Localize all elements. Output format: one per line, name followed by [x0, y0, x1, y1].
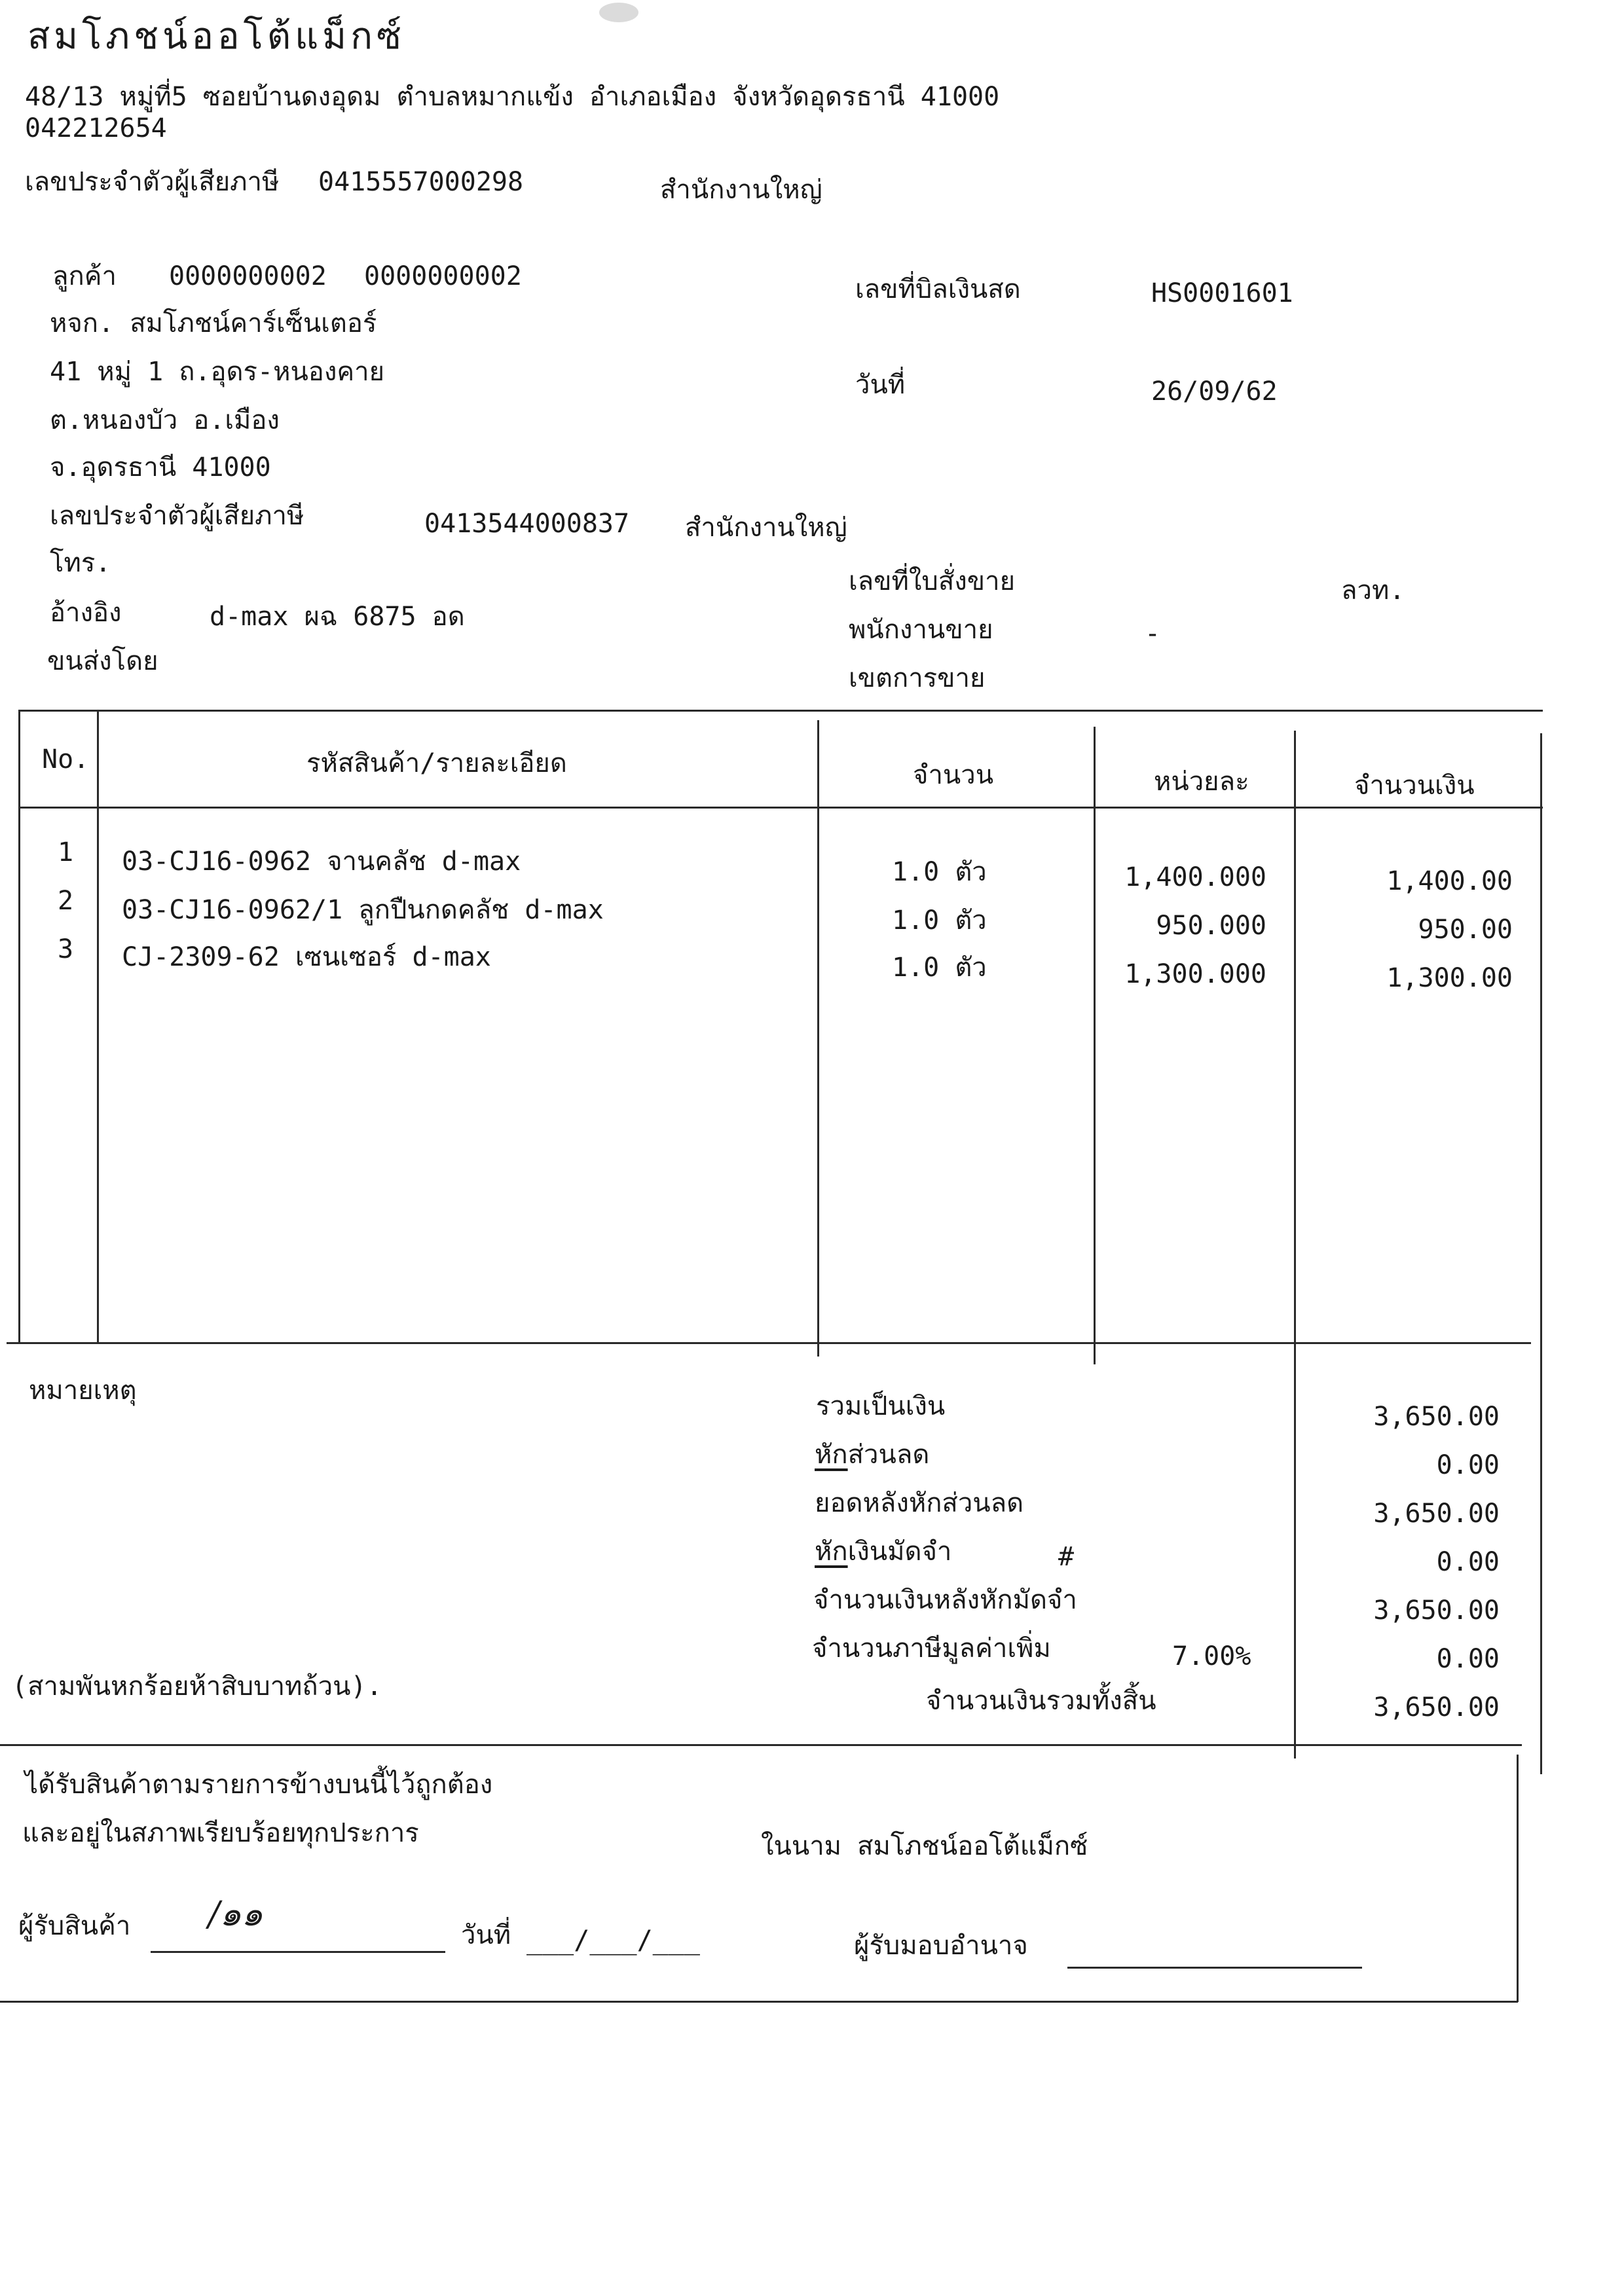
authorized-signature-line	[1067, 1941, 1362, 1969]
vat-rate: 7.00%	[1172, 1641, 1251, 1671]
company-name: สมโภชน์ออโต้แม็กซ์	[28, 15, 406, 58]
customer-label: ลูกค้า	[52, 261, 117, 291]
salesperson-value: -	[1145, 619, 1161, 649]
row-1-unit-price: 1,400.000	[1124, 862, 1266, 892]
row-3-no: 3	[58, 934, 74, 964]
customer-ref-label: อ้างอิง	[50, 598, 122, 628]
customer-address-1: 41 หมู่ 1 ถ.อุดร-หนองคาย	[50, 357, 385, 387]
customer-branch: สำนักงานใหญ่	[685, 513, 847, 543]
col-header-no: No.	[42, 744, 90, 774]
amount-in-words: (สามพันหกร้อยห้าสิบบาทถ้วน).	[12, 1671, 382, 1702]
discount-label	[815, 1442, 929, 1468]
vat-value: 0.00	[1436, 1644, 1500, 1674]
col-divider-qty	[1094, 727, 1096, 1364]
customer-name: หจก. สมโภชน์คาร์เซ็นเตอร์	[50, 308, 377, 338]
customer-address-2: ต.หนองบัว อ.เมือง	[50, 405, 280, 435]
col-divider-unit	[1294, 731, 1296, 1758]
company-branch: สำนักงานใหญ่	[660, 175, 822, 205]
row-3-quantity: 1.0 ตัว	[892, 953, 987, 983]
sales-area-label: เขตการขาย	[849, 663, 986, 693]
receive-date-blank: ___/___/___	[526, 1925, 700, 1956]
receiver-signature: /๑๑	[208, 1895, 263, 1934]
company-phone: 042212654	[25, 113, 167, 143]
col-header-quantity: จำนวน	[913, 760, 994, 790]
vat-label: จำนวนภาษีมูลค่าเพิ่ม	[812, 1633, 1051, 1664]
after-discount-label: ยอดหลังหักส่วนลด	[815, 1488, 1024, 1518]
customer-code-2: 0000000002	[364, 261, 522, 291]
col-divider-desc	[817, 720, 819, 1357]
table-top-border	[18, 710, 1543, 712]
col-divider-no	[97, 710, 99, 1342]
row-1-amount: 1,400.00	[1386, 866, 1513, 896]
after-deposit-label: จำนวนเงินหลังหักมัดจำ	[813, 1585, 1077, 1615]
table-body-bottom-border	[7, 1342, 1531, 1344]
row-2-amount: 950.00	[1418, 915, 1513, 945]
customer-tax-id: 0413544000837	[424, 509, 630, 539]
deposit-label-text: เงินมัดจำ	[847, 1537, 952, 1567]
receipt-confirm-line-2: และอยู่ในสภาพเรียบร้อยทุกประการ	[22, 1818, 419, 1848]
remarks-label: หมายเหตุ	[29, 1376, 137, 1406]
subtotal-label: รวมเป็นเงิน	[816, 1391, 946, 1421]
col-header-unit-price: หน่วยละ	[1154, 767, 1249, 797]
invoice-date-label: วันที่	[855, 370, 906, 400]
after-discount-value: 3,650.00	[1373, 1499, 1500, 1529]
customer-ref-value: d-max ผฉ 6875 อด	[210, 602, 465, 632]
discount-value: 0.00	[1436, 1450, 1500, 1480]
subtotal-value: 3,650.00	[1373, 1402, 1500, 1432]
receipt-confirm-line-1: ได้รับสินค้าตามรายการข้างบนนี้ไว้ถูกต้อง	[25, 1770, 493, 1800]
table-right-border	[1540, 733, 1542, 1774]
authorized-label: ผู้รับมอบอำนาจ	[854, 1931, 1028, 1961]
row-2-unit-price: 950.000	[1156, 911, 1266, 941]
deposit-label	[815, 1539, 951, 1565]
invoice-date: 26/09/62	[1151, 376, 1278, 407]
row-2-description: 03-CJ16-0962/1 ลูกปืนกดคลัช d-max	[122, 895, 604, 925]
table-left-border	[18, 710, 20, 1342]
row-1-quantity: 1.0 ตัว	[892, 857, 987, 887]
col-header-amount: จำนวนเงิน	[1354, 771, 1475, 801]
discount-label-text: ส่วนลด	[847, 1440, 930, 1470]
deposit-value: 0.00	[1436, 1547, 1500, 1577]
row-2-no: 2	[58, 886, 74, 916]
customer-tax-label: เลขประจำตัวผู้เสียภาษี	[50, 501, 304, 531]
row-2-quantity: 1.0 ตัว	[892, 905, 987, 936]
company-address: 48/13 หมู่ที่5 ซอยบ้านดงอุดม ตำบลหมากแข้ง อำเภอเมือง จังหวัดอุดรธานี 41000	[25, 82, 1000, 112]
table-header-divider	[18, 807, 1543, 809]
row-1-description: 03-CJ16-0962 จานคลัช d-max	[122, 847, 521, 877]
company-tax-label: เลขประจำตัวผู้เสียภาษี	[25, 167, 280, 197]
footer-bottom-border	[0, 2001, 1518, 2003]
customer-code-1: 0000000002	[169, 261, 327, 291]
receiver-signature-line	[151, 1925, 445, 1953]
footer-right-border	[1517, 1755, 1519, 2002]
grand-total-label: จำนวนเงินรวมทั้งสิ้น	[926, 1686, 1156, 1716]
sales-order-label: เลขที่ใบสั่งขาย	[849, 566, 1016, 596]
customer-ship-label: ขนส่งโดย	[47, 646, 158, 676]
col-header-description: รหัสสินค้า/รายละเอียด	[306, 748, 567, 778]
after-deposit-value: 3,650.00	[1373, 1595, 1500, 1626]
receiver-label: ผู้รับสินค้า	[18, 1911, 131, 1941]
deposit-hash: #	[1058, 1542, 1075, 1572]
row-3-amount: 1,300.00	[1386, 963, 1513, 993]
customer-phone-label: โทร.	[50, 548, 111, 578]
company-tax-id: 0415557000298	[318, 167, 524, 197]
customer-address-3: จ.อุดรธานี 41000	[50, 452, 271, 483]
receive-date-label: วันที่	[461, 1920, 511, 1950]
deposit-label-deduct: หัก	[815, 1537, 848, 1567]
on-behalf-of: ในนาม สมโภชน์ออโต้แม็กซ์	[761, 1831, 1088, 1861]
scan-smudge	[599, 3, 638, 22]
discount-label-deduct: หัก	[815, 1440, 848, 1470]
row-3-description: CJ-2309-62 เซนเซอร์ d-max	[122, 942, 491, 972]
sales-order-value: ลวท.	[1341, 575, 1405, 606]
bill-number-label: เลขที่บิลเงินสด	[855, 274, 1021, 304]
row-3-unit-price: 1,300.000	[1124, 959, 1266, 989]
salesperson-label: พนักงานขาย	[849, 615, 993, 645]
grand-total-value: 3,650.00	[1373, 1692, 1500, 1722]
bill-number: HS0001601	[1151, 278, 1293, 308]
row-1-no: 1	[58, 837, 74, 867]
